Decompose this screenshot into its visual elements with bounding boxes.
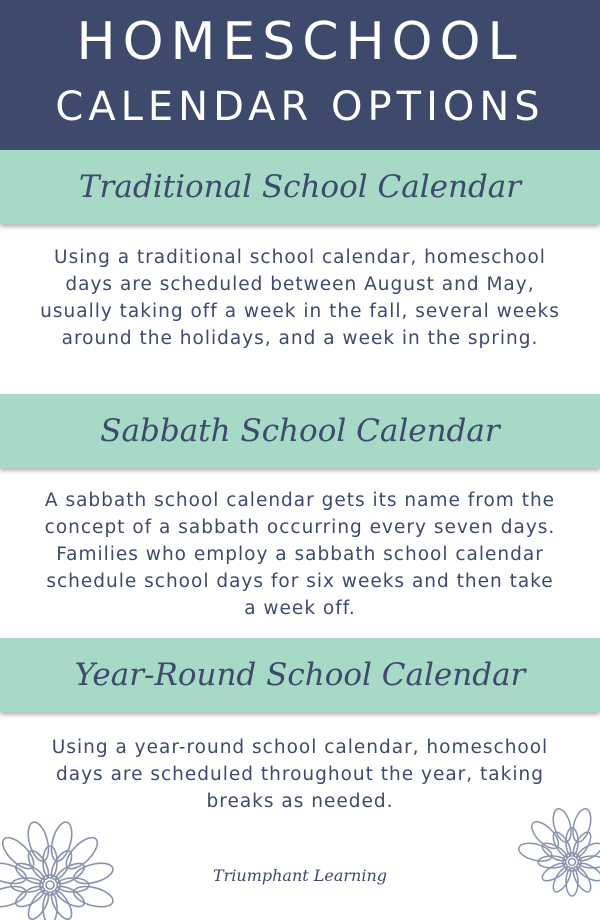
section-sabbath-header bbox=[0, 394, 600, 468]
brand-logo-text: Triumphant Learning bbox=[212, 866, 388, 885]
section-title: Year-Round School Calendar bbox=[74, 657, 526, 693]
flower-right-icon bbox=[510, 800, 600, 900]
flower-left-icon bbox=[0, 800, 120, 920]
page-title: HOMESCHOOL bbox=[76, 12, 524, 72]
page-subtitle: CALENDAR OPTIONS bbox=[55, 84, 545, 130]
section-title: Traditional School Calendar bbox=[78, 169, 522, 205]
section-traditional-text: Using a traditional school calendar, homeschool days are scheduled between August and May, usually taking off a week in the fall, several weeks around the holidays, and a week in the spring. bbox=[40, 247, 560, 349]
section-traditional-header bbox=[0, 150, 600, 224]
title-banner bbox=[0, 0, 600, 150]
section-sabbath-text: A sabbath school calendar gets its name from the concept of a sabbath occurring every seven days. Families who employ a sabbath school calendar schedule school days for six weeks and then take a week off. bbox=[44, 490, 556, 619]
section-title: Sabbath School Calendar bbox=[100, 413, 500, 449]
section-year-round-header bbox=[0, 638, 600, 712]
section-year-round-text: Using a year-round school calendar, homeschool days are scheduled throughout the year, taking breaks as needed. bbox=[51, 737, 549, 812]
